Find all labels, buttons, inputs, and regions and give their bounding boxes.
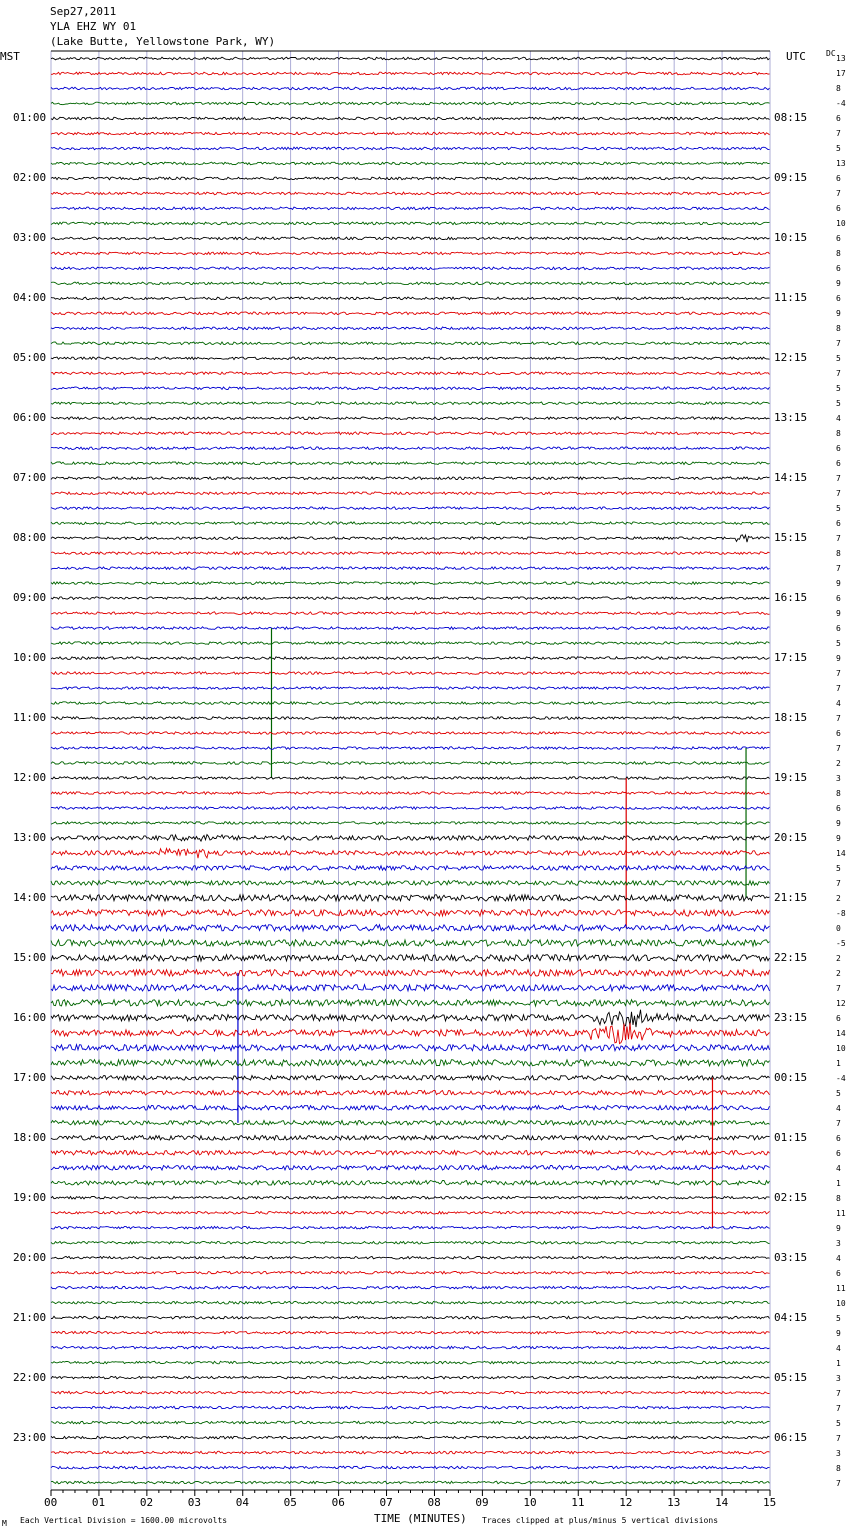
trace-line <box>51 1151 770 1156</box>
dc-offset-value: 6 <box>836 803 841 813</box>
trace-line <box>51 1361 770 1364</box>
scale-note: Each Vertical Division = 1600.00 microvolts <box>20 1516 228 1525</box>
trace-line <box>51 327 770 330</box>
trace-line <box>51 1010 770 1027</box>
utc-hour-label: 05:15 <box>774 1370 808 1384</box>
x-tick-label: 02 <box>139 1496 154 1509</box>
utc-hour-label: 22:15 <box>774 950 808 964</box>
dc-offset-value: 5 <box>836 863 841 873</box>
clip-note: Traces clipped at plus/minus 5 vertical divisions <box>482 1516 719 1525</box>
dc-offset-value: 4 <box>836 1163 841 1173</box>
utc-hour-label: 12:15 <box>774 351 808 365</box>
utc-hour-label: 01:15 <box>774 1130 808 1144</box>
mst-hour-label: 21:00 <box>13 1310 47 1324</box>
trace-line <box>51 552 770 555</box>
dc-offset-value: 3 <box>836 1373 841 1383</box>
trace-line <box>51 1286 770 1289</box>
trace-line <box>51 162 770 165</box>
mst-hour-label: 01:00 <box>13 111 47 125</box>
trace-line <box>51 267 770 270</box>
left-axis-title: MST <box>0 50 20 63</box>
dc-offset-value: 7 <box>836 1118 841 1128</box>
trace-line <box>51 1241 770 1244</box>
x-tick-label: 05 <box>283 1496 297 1509</box>
x-tick-label: 09 <box>475 1496 489 1509</box>
trace-line <box>51 1331 770 1334</box>
trace-line <box>51 1045 770 1051</box>
dc-offset-value: 5 <box>836 354 841 364</box>
trace-line <box>51 1346 770 1349</box>
x-tick-label: 10 <box>523 1496 537 1509</box>
header-location: (Lake Butte, Yellowstone Park, WY) <box>50 35 276 48</box>
trace-line <box>51 1316 770 1319</box>
trace-line <box>51 1000 770 1006</box>
trace-line <box>51 910 770 916</box>
dc-offset-value: -4 <box>836 99 846 109</box>
utc-hour-label: 14:15 <box>774 471 808 485</box>
dc-offset-value: 7 <box>836 564 841 574</box>
trace-line <box>51 1091 770 1096</box>
mst-hour-label: 20:00 <box>13 1250 47 1264</box>
dc-offset-value: 14 <box>836 848 846 858</box>
trace-line <box>51 207 770 210</box>
mst-hour-label: 22:00 <box>13 1370 47 1384</box>
utc-hour-label: 23:15 <box>774 1010 808 1024</box>
dc-offset-value: 6 <box>836 594 841 604</box>
trace-line <box>51 895 770 901</box>
dc-offset-value: 5 <box>836 144 841 154</box>
utc-hour-label: 15:15 <box>774 531 808 545</box>
trace-line <box>51 312 770 315</box>
dc-offset-value: 9 <box>836 833 841 843</box>
dc-offset-value: 13 <box>836 54 846 64</box>
dc-offset-value: 8 <box>836 84 841 94</box>
dc-offset-value: 2 <box>836 968 841 978</box>
utc-hour-label: 18:15 <box>774 711 808 725</box>
trace-line <box>51 492 770 495</box>
mst-hour-label: 15:00 <box>13 950 47 964</box>
mst-hour-label: 05:00 <box>13 351 47 365</box>
dc-offset-value: 7 <box>836 129 841 139</box>
utc-hour-label: 03:15 <box>774 1250 808 1264</box>
utc-hour-label: 04:15 <box>774 1310 808 1324</box>
dc-offset-value: 9 <box>836 309 841 319</box>
mst-hour-label: 12:00 <box>13 770 47 784</box>
dc-offset-value: 6 <box>836 114 841 124</box>
dc-offset-value: -5 <box>836 938 846 948</box>
trace-line <box>51 1180 770 1185</box>
trace-line <box>51 822 770 825</box>
dc-offset-value: 7 <box>836 714 841 724</box>
trace-line <box>51 925 770 931</box>
dc-offset-value: 7 <box>836 878 841 888</box>
dc-offset-value: 3 <box>836 773 841 783</box>
dc-offset-value: 8 <box>836 429 841 439</box>
mst-hour-label: 11:00 <box>13 711 47 725</box>
trace-line <box>51 147 770 150</box>
trace-line <box>51 672 770 675</box>
dc-offset-value: 1 <box>836 1058 841 1068</box>
utc-hour-label: 06:15 <box>774 1430 808 1444</box>
dc-offset-value: 6 <box>836 1148 841 1158</box>
trace-line <box>51 1023 770 1044</box>
trace-line <box>51 535 770 542</box>
dc-offset-value: 4 <box>836 1343 841 1353</box>
x-tick-label: 04 <box>235 1496 249 1509</box>
trace-line <box>51 881 770 886</box>
trace-line <box>51 732 770 735</box>
trace-line <box>51 777 770 780</box>
trace-line <box>51 747 770 750</box>
dc-label: DC <box>826 49 836 58</box>
trace-line <box>51 507 770 510</box>
trace-line <box>51 1196 770 1199</box>
dc-offset-value: 4 <box>836 699 841 709</box>
trace-line <box>51 252 770 255</box>
trace-line <box>51 1376 770 1379</box>
trace-line <box>51 1226 770 1229</box>
dc-offset-value: -8 <box>836 908 846 918</box>
dc-offset-value: 7 <box>836 669 841 679</box>
trace-line <box>51 1406 770 1409</box>
dc-offset-value: 13 <box>836 159 846 169</box>
utc-hour-label: 10:15 <box>774 231 808 245</box>
dc-offset-value: 6 <box>836 459 841 469</box>
trace-line <box>51 522 770 525</box>
x-tick-label: 07 <box>379 1496 393 1509</box>
trace-line <box>51 567 770 570</box>
dc-offset-value: 10 <box>836 1043 846 1053</box>
grid-lines <box>51 51 770 1490</box>
trace-line <box>51 702 770 705</box>
trace-line <box>51 1106 770 1111</box>
dc-offset-value: 7 <box>836 983 841 993</box>
trace-line <box>51 762 770 765</box>
trace-line <box>51 177 770 180</box>
trace-line <box>51 417 770 420</box>
x-tick-label: 14 <box>715 1496 729 1509</box>
dc-offset-value: 9 <box>836 1223 841 1233</box>
dc-offset-value: 9 <box>836 579 841 589</box>
mst-hour-label: 06:00 <box>13 411 47 425</box>
header-date: Sep27,2011 <box>50 5 117 18</box>
mst-hour-label: 02:00 <box>13 171 47 185</box>
trace-line <box>51 1481 770 1484</box>
dc-offset-value: 5 <box>836 1313 841 1323</box>
trace-line <box>51 462 770 465</box>
trace-line <box>51 807 770 810</box>
dc-offset-value: 7 <box>836 1403 841 1413</box>
dc-offset-value: 3 <box>836 1448 841 1458</box>
trace-line <box>51 848 770 858</box>
mst-hour-label: 18:00 <box>13 1130 47 1144</box>
dc-offset-value: 6 <box>836 624 841 634</box>
trace-line <box>51 192 770 195</box>
dc-offset-value: 11 <box>836 1208 846 1218</box>
dc-offset-value: 6 <box>836 204 841 214</box>
mst-hour-label: 03:00 <box>13 231 47 245</box>
dc-offset-value: 8 <box>836 549 841 559</box>
trace-line <box>51 447 770 450</box>
trace-line <box>51 940 770 946</box>
x-tick-label: 11 <box>571 1496 585 1509</box>
dc-offset-value: 7 <box>836 474 841 484</box>
trace-line <box>51 866 770 871</box>
dc-offset-value: 9 <box>836 654 841 664</box>
utc-hour-label: 13:15 <box>774 411 808 425</box>
x-tick-label: 12 <box>619 1496 633 1509</box>
utc-hour-label: 21:15 <box>774 890 808 904</box>
header-station: YLA EHZ WY 01 <box>50 20 137 33</box>
trace-line <box>51 1466 770 1469</box>
mst-hour-label: 16:00 <box>13 1010 47 1024</box>
utc-hour-label: 16:15 <box>774 591 808 605</box>
dc-offset-value: 2 <box>836 893 841 903</box>
trace-line <box>51 402 770 405</box>
dc-offset-value: 1 <box>836 1358 841 1368</box>
dc-offset-value: 7 <box>836 189 841 199</box>
dc-offset-value: 6 <box>836 294 841 304</box>
dc-offset-value: 5 <box>836 504 841 514</box>
dc-offset-value: 7 <box>836 369 841 379</box>
trace-line <box>51 792 770 795</box>
utc-hour-label: 08:15 <box>774 111 808 125</box>
dc-offset-value: 4 <box>836 1103 841 1113</box>
trace-line <box>51 372 770 375</box>
x-tick-label: 15 <box>763 1496 777 1509</box>
trace-line <box>51 1121 770 1126</box>
x-tick-label: 06 <box>331 1496 345 1509</box>
trace-line <box>51 117 770 120</box>
trace-line <box>51 282 770 285</box>
dc-offset-value: 8 <box>836 249 841 259</box>
trace-line <box>51 57 770 60</box>
dc-offset-value: 5 <box>836 1088 841 1098</box>
trace-line <box>51 1271 770 1274</box>
mst-hour-label: 04:00 <box>13 291 47 305</box>
mst-hour-label: 07:00 <box>13 471 47 485</box>
trace-line <box>51 102 770 105</box>
x-tick-label: 13 <box>667 1496 681 1509</box>
dc-offset-value: 7 <box>836 684 841 694</box>
mst-hour-label: 14:00 <box>13 890 47 904</box>
right-axis-title: UTC <box>786 50 806 63</box>
x-axis-title: TIME (MINUTES) <box>374 1512 467 1525</box>
dc-offset-value: 6 <box>836 729 841 739</box>
mst-hour-label: 10:00 <box>13 651 47 665</box>
trace-line <box>51 477 770 480</box>
dc-offset-value: 4 <box>836 1253 841 1263</box>
trace-line <box>51 970 770 976</box>
mst-hour-label: 09:00 <box>13 591 47 605</box>
dc-offset-value: 8 <box>836 324 841 334</box>
trace-line <box>51 1165 770 1170</box>
trace-line <box>51 1076 770 1081</box>
trace-line <box>51 687 770 690</box>
trace-line <box>51 1256 770 1259</box>
seismic-traces <box>51 57 770 1484</box>
dc-offset-value: 7 <box>836 534 841 544</box>
dc-offset-value: -4 <box>836 1073 846 1083</box>
dc-offset-value: 14 <box>836 1028 846 1038</box>
trace-line <box>51 642 770 645</box>
trace-line <box>51 1421 770 1424</box>
dc-offset-value: 2 <box>836 953 841 963</box>
dc-offset-value: 6 <box>836 174 841 184</box>
dc-offset-value: 8 <box>836 1463 841 1473</box>
mst-hour-label: 23:00 <box>13 1430 47 1444</box>
trace-line <box>51 357 770 360</box>
dc-offset-value: 7 <box>836 1388 841 1398</box>
mst-hour-label: 13:00 <box>13 830 47 844</box>
dc-offset-value: 8 <box>836 788 841 798</box>
trace-line <box>51 582 770 585</box>
utc-hour-label: 11:15 <box>774 291 808 305</box>
dc-offset-value: 5 <box>836 639 841 649</box>
dc-offset-value: 6 <box>836 519 841 529</box>
trace-line <box>51 87 770 90</box>
x-tick-label: 03 <box>187 1496 202 1509</box>
utc-hour-label: 19:15 <box>774 770 808 784</box>
dc-offset-value: 7 <box>836 1478 841 1488</box>
trace-line <box>51 1451 770 1454</box>
dc-offset-value: 9 <box>836 1328 841 1338</box>
dc-offset-value: 11 <box>836 1283 846 1293</box>
trace-line <box>51 597 770 600</box>
trace-line <box>51 612 770 615</box>
trace-line <box>51 222 770 225</box>
mst-hour-label: 19:00 <box>13 1190 47 1204</box>
trace-line <box>51 1391 770 1394</box>
trace-line <box>51 387 770 390</box>
dc-offset-value: 6 <box>836 444 841 454</box>
trace-line <box>51 237 770 240</box>
dc-offset-value: 1 <box>836 1178 841 1188</box>
trace-line <box>51 72 770 75</box>
mst-hour-label: 17:00 <box>13 1070 47 1084</box>
trace-line <box>51 1436 770 1439</box>
dc-offset-value: 10 <box>836 1298 846 1308</box>
x-tick-label: 08 <box>427 1496 441 1509</box>
x-axis <box>51 1490 770 1496</box>
trace-line <box>51 297 770 300</box>
dc-offset-value: 9 <box>836 279 841 289</box>
trace-line <box>51 1211 770 1214</box>
trace-line <box>51 985 770 991</box>
dc-offset-value: 0 <box>836 923 841 933</box>
dc-offset-value: 6 <box>836 1268 841 1278</box>
trace-line <box>51 835 770 842</box>
dc-offset-value: 5 <box>836 1418 841 1428</box>
trace-line <box>51 717 770 720</box>
dc-offset-value: 9 <box>836 609 841 619</box>
utc-hour-label: 09:15 <box>774 171 808 185</box>
dc-offset-value: 7 <box>836 339 841 349</box>
dc-offset-value: 17 <box>836 69 846 79</box>
dc-offset-value: 7 <box>836 744 841 754</box>
dc-offset-value: 6 <box>836 1133 841 1143</box>
utc-hour-label: 17:15 <box>774 651 808 665</box>
dc-offset-value: 12 <box>836 998 846 1008</box>
trace-line <box>51 132 770 135</box>
dc-offset-value: 7 <box>836 489 841 499</box>
trace-line <box>51 1060 770 1066</box>
dc-offset-value: 6 <box>836 234 841 244</box>
mst-hour-label: 08:00 <box>13 531 47 545</box>
corner-mark: M <box>2 1519 7 1528</box>
trace-line <box>51 342 770 345</box>
utc-hour-label: 20:15 <box>774 830 808 844</box>
x-tick-label: 00 <box>44 1496 58 1509</box>
utc-hour-label: 02:15 <box>774 1190 808 1204</box>
dc-offset-value: 2 <box>836 759 841 768</box>
trace-line <box>51 432 770 435</box>
trace-line <box>51 627 770 630</box>
x-tick-label: 01 <box>91 1496 106 1509</box>
dc-offset-value: 5 <box>836 384 841 394</box>
dc-offset-value: 6 <box>836 1013 841 1023</box>
dc-offset-value: 5 <box>836 399 841 409</box>
trace-line <box>51 657 770 660</box>
trace-line <box>51 1136 770 1141</box>
dc-offset-value: 8 <box>836 1193 841 1203</box>
dc-offset-value: 7 <box>836 1433 841 1443</box>
utc-hour-label: 00:15 <box>774 1070 808 1084</box>
trace-line <box>51 955 770 961</box>
dc-offset-value: 4 <box>836 414 841 424</box>
trace-line <box>51 1301 770 1304</box>
dc-offset-value: 9 <box>836 818 841 828</box>
dc-offset-value: 10 <box>836 219 846 229</box>
dc-offset-value: 6 <box>836 264 841 274</box>
dc-offset-value: 3 <box>836 1238 841 1248</box>
